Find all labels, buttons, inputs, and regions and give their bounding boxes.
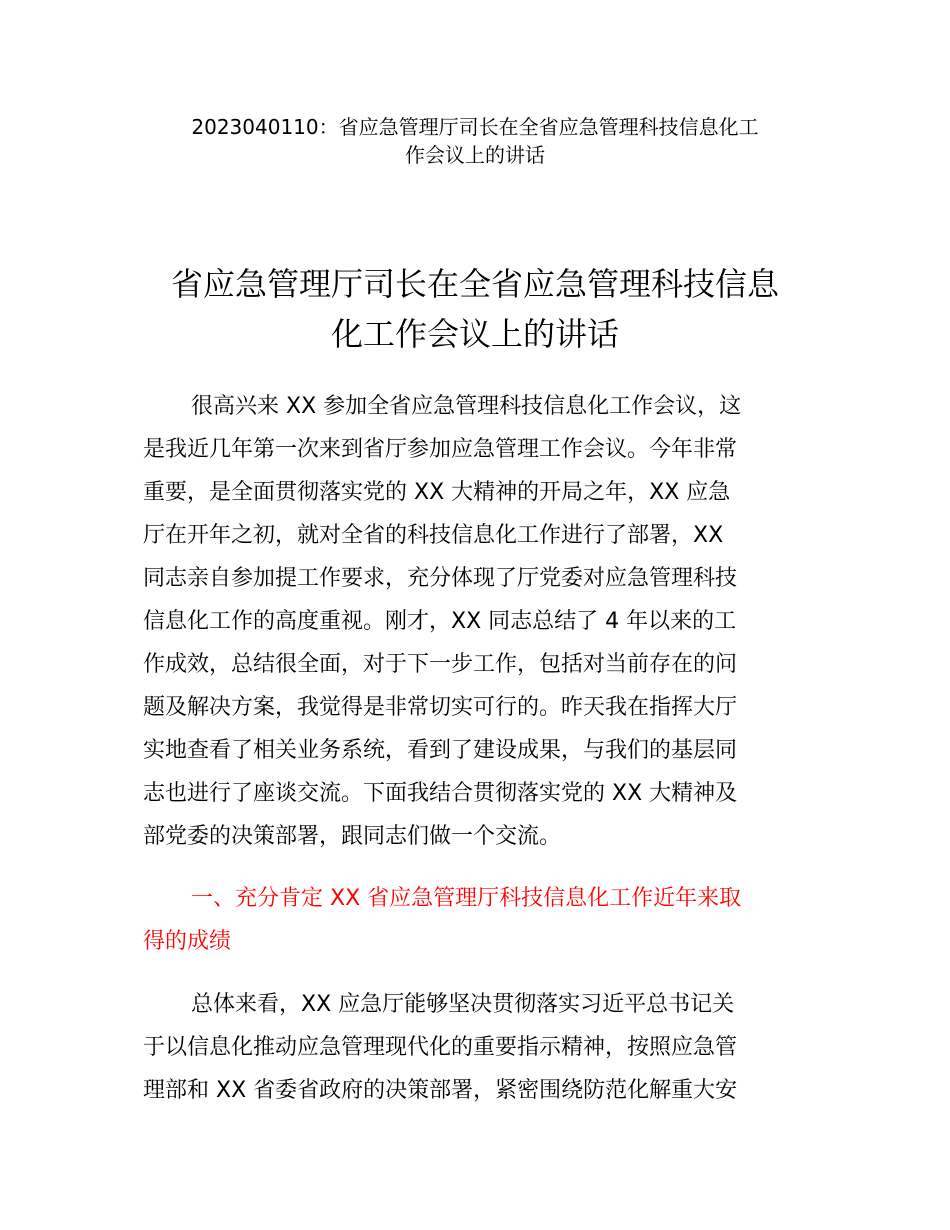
paragraph1-line-11: 部党委的决策部署，跟同志们做一个交流。 (143, 824, 562, 849)
section1-heading-line-2: 得的成绩 (143, 929, 232, 954)
paragraph2-line-3: 理部和 XX 省委省政府的决策部署，紧密围绕防范化解重大安 (143, 1078, 738, 1103)
header-line-1: 2023040110：省应急管理厅司长在全省应急管理科技信息化工 (191, 115, 759, 139)
title-line-2: 化工作会议上的讲话 (330, 315, 619, 353)
header-line-2: 作会议上的讲话 (405, 143, 545, 167)
paragraph1-line-5: 同志亲自参加提工作要求，充分体现了厅党委对应急管理科技 (143, 566, 738, 591)
paragraph1-line-9: 实地查看了相关业务系统，看到了建设成果，与我们的基层同 (143, 738, 738, 763)
paragraph1-line-7: 作成效，总结很全面，对于下一步工作，包括对当前存在的问 (143, 652, 738, 677)
paragraph1-line-10: 志也进行了座谈交流。下面我结合贯彻落实党的 XX 大精神及 (143, 781, 738, 806)
title-line-1: 省应急管理厅司长在全省应急管理科技信息 (170, 265, 779, 303)
paragraph1-line-3: 重要，是全面贯彻落实党的 XX 大精神的开局之年，XX 应急 (143, 480, 731, 505)
paragraph1-line-8: 题及解决方案，我觉得是非常切实可行的。昨天我在指挥大厅 (143, 695, 738, 720)
paragraph1-line-6: 信息化工作的高度重视。刚才，XX 同志总结了 4 年以来的工 (143, 609, 737, 634)
section1-heading-line-1: 一、充分肯定 XX 省应急管理厅科技信息化工作近年来取 (191, 886, 742, 911)
paragraph1-line-2: 是我近几年第一次来到省厅参加应急管理工作会议。今年非常 (143, 437, 738, 462)
paragraph2-line-1: 总体来看，XX 应急厅能够坚决贯彻落实习近平总书记关 (191, 992, 735, 1017)
paragraph1-line-1: 很高兴来 XX 参加全省应急管理科技信息化工作会议，这 (191, 394, 742, 419)
paragraph1-line-4: 厅在开年之初，就对全省的科技信息化工作进行了部署，XX (143, 523, 724, 548)
paragraph2-line-2: 于以信息化推动应急管理现代化的重要指示精神，按照应急管 (143, 1035, 738, 1060)
